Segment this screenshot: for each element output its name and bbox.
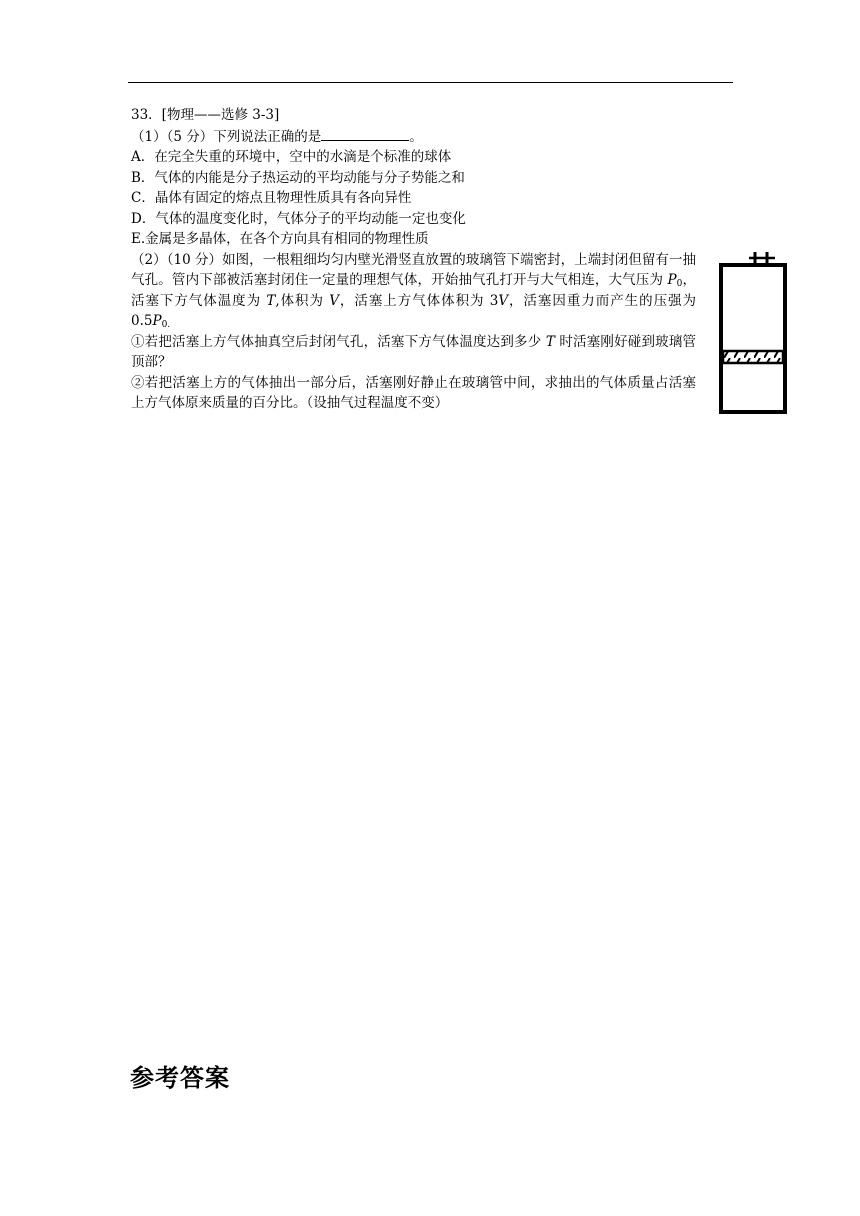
glass-tube-diagram xyxy=(714,248,794,418)
question-header: 33．[物理——选修 3-3] xyxy=(131,107,280,123)
option-d: D．气体的温度变化时，气体分子的平均动能一定也变化 xyxy=(131,210,466,227)
answer-blank xyxy=(321,126,409,141)
part1-prefix: （1）（5 分）下列说法正确的是 xyxy=(131,128,322,145)
part2-intro: （2）（10 分）如图，一根粗细均匀内壁光滑竖直放置的玻璃管下端密封，上端封闭但留有一抽气孔。管内下部被活塞封闭住一定量的理想气体，开始抽气孔打开与大气相连，大气压为 $P_0$，活塞下方气体温度为 T,体积为 V，活塞上方气体体积为 3V，活塞因重力而产生的压强为 $0.5P_{0.}$ xyxy=(131,251,696,330)
option-e: E.金属是多晶体，在各个方向具有相同的物理性质 xyxy=(131,231,429,247)
part1-suffix: 。 xyxy=(409,128,423,145)
option-a: A．在完全失重的环境中，空中的水滴是个标准的球体 xyxy=(131,149,452,165)
part2-subquestion-1: ①若把活塞上方气体抽真空后封闭气孔，活塞下方气体温度达到多少 T 时活塞刚好碰到玻璃管顶部？ xyxy=(131,333,696,370)
part1-stem xyxy=(131,126,696,148)
option-c: C．晶体有固定的熔点且物理性质具有各向异性 xyxy=(131,190,412,206)
answer-title: 参考答案 xyxy=(130,1064,230,1092)
option-b: B．气体的内能是分子热运动的平均动能与分子势能之和 xyxy=(131,169,465,186)
question-33 xyxy=(131,105,696,414)
header-rule xyxy=(128,82,733,83)
piston xyxy=(723,351,783,363)
part2-subquestion-2: ②若把活塞上方的气体抽出一部分后，活塞刚好静止在玻璃管中间，求抽出的气体质量占活塞上方气体原来质量的百分比。（设抽气过程温度不变） xyxy=(131,374,696,411)
tube-outline xyxy=(721,265,785,412)
